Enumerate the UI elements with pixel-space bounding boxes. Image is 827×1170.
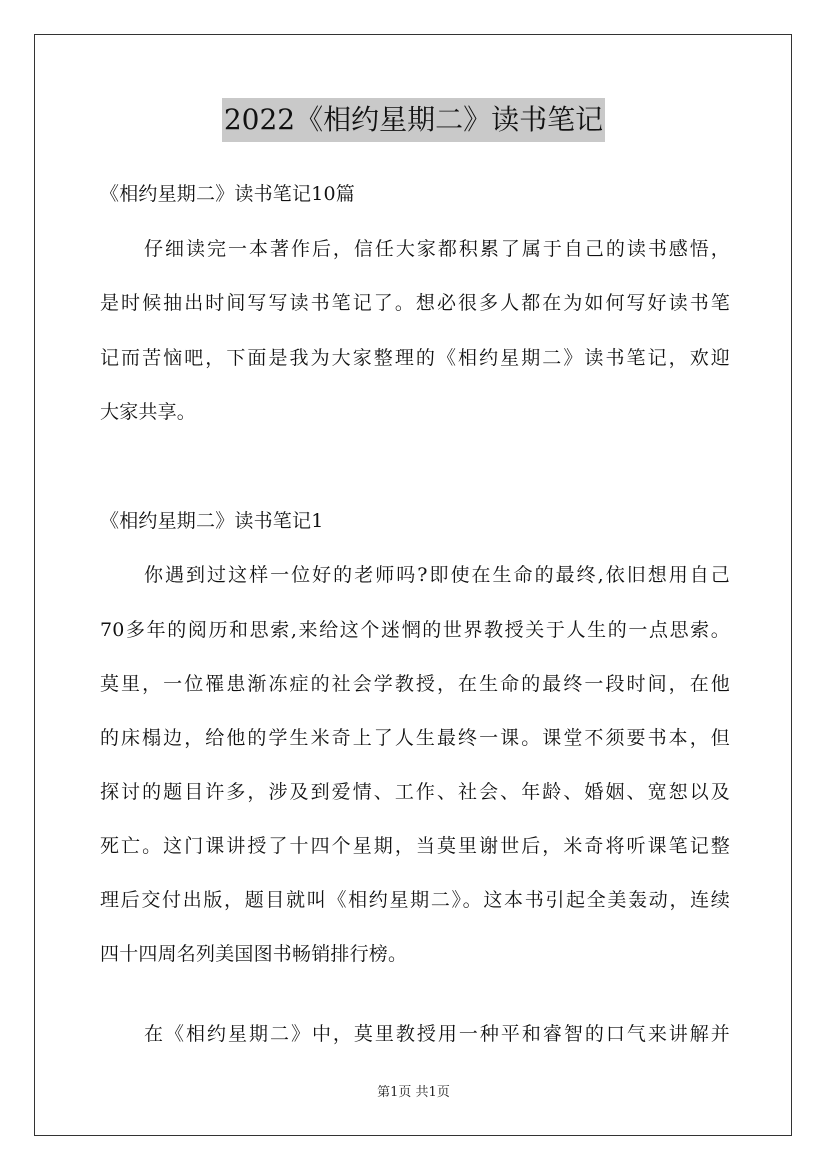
section1-line-4: 的床榻边，给他的学生米奇上了人生最终一课。课堂不须要书本，但 (100, 727, 730, 749)
intro-line-3: 记而苦恼吧，下面是我为大家整理的《相约星期二》读书笔记，欢迎 (100, 347, 730, 369)
document-subtitle: 《相约星期二》读书笔记10篇 (100, 183, 355, 205)
section1-line-6: 死亡。这门课讲授了十四个星期，当莫里谢世后，米奇将听课笔记整 (100, 835, 730, 857)
section1-line-5: 探讨的题目许多，涉及到爱情、工作、社会、年龄、婚姻、宽恕以及 (100, 781, 730, 803)
section1-line-2: 70多年的阅历和思索,来给这个迷惘的世界教授关于人生的一点思索。 (100, 619, 730, 641)
section1-para2-line-1: 在《相约星期二》中，莫里教授用一种平和睿智的口气来讲解并 (144, 1023, 730, 1045)
intro-line-1: 仔细读完一本著作后，信任大家都积累了属于自己的读书感悟， (144, 238, 730, 260)
section1-line-3: 莫里，一位罹患渐冻症的社会学教授，在生命的最终一段时间，在他 (100, 673, 730, 695)
section1-line-1: 你遇到过这样一位好的老师吗?即使在生命的最终,依旧想用自己 (144, 564, 730, 586)
section1-heading: 《相约星期二》读书笔记1 (100, 510, 324, 532)
intro-line-4: 大家共享。 (100, 401, 197, 423)
page-footer: 第1页 共1页 (377, 1085, 450, 1100)
section1-line-8: 四十四周名列美国图书畅销排行榜。 (100, 943, 408, 965)
document-title: 2022《相约星期二》读书笔记 (222, 98, 605, 142)
intro-line-2: 是时候抽出时间写写读书笔记了。想必很多人都在为如何写好读书笔 (100, 292, 730, 314)
title-wrap (0, 98, 827, 142)
section1-line-7: 理后交付出版，题目就叫《相约星期二》。这本书引起全美轰动，连续 (100, 889, 730, 911)
